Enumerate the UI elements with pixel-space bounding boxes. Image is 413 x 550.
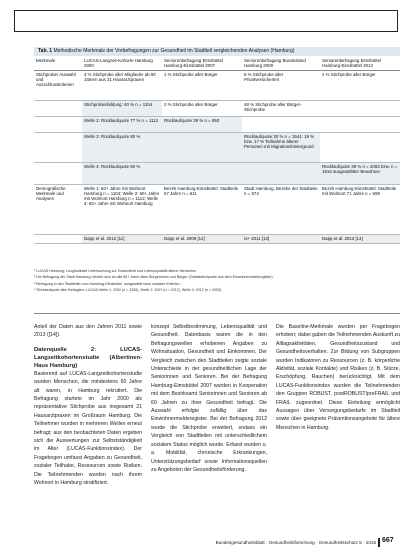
table-cell bbox=[320, 132, 400, 162]
footnote: ⁴ Rücklaufquote aller Befragten: LUCAS-Welle 1: 2000 (n = 3326), Welle 2: 2007 (n = 2012), Welle 4: 2012 (n = 2003). bbox=[34, 287, 223, 292]
footnote: ³ Befragung in den Stadtteilen von Hamburg-Eimsbüttel, ausgewählt nach sozialen Kriterien. bbox=[34, 281, 181, 286]
paragraph: Basierend auf LUCAS-Langzeitkohortenstudie wurden Menschen, die mindestens 60 Jahre alt waren, in Hamburg rekrutiert. Die Befragung startete im Jahr 2000 als repräsentative Stichprobe aus insgesamt 21 Hausarztpraxen im Großraum Hamburg. Die Teilnehmer wurden in mehreren Wellen erneut befragt; aus den beobachteten Daten ergeben sich die Auswertungen zur Selbstständigkeit im Alter (LUCAS-Funktionsindex). Der Fragebogen umfasst Angaben zu Gesundheit, sozialer Teilhabe, Ressourcen sowie Risiken. Die Teilnehmenden wurden nach ihrem Wohnort in Hamburg stratifiziert. bbox=[34, 370, 142, 487]
header-cell: Seniorenbefragung Eimsbüttel Hamburg-Eimsbüttel 2007 bbox=[162, 57, 242, 70]
table-cell bbox=[34, 100, 82, 116]
header-cell: Seniorenbefragung Bundesland Hamburg 2009 bbox=[242, 57, 320, 70]
header-box bbox=[14, 10, 398, 32]
table-cell: Bezirk Hamburg-Eimsbüttel: Stadtteile mit Wohnort 71 Jahre n = 599 bbox=[320, 184, 400, 234]
header-cell: LUCAS-Langzeit-Kohorte Hamburg 2000 bbox=[82, 57, 162, 70]
table-cell bbox=[162, 132, 242, 162]
table-footnotes bbox=[34, 268, 400, 293]
table-cell bbox=[34, 132, 82, 162]
table-cell: 2 % Stichprobe aller Bürger bbox=[162, 100, 242, 116]
reference-cell: Is+ 2011 [13] bbox=[242, 234, 320, 243]
table-cell: Stichprobenbildung: 40 % n = 1104 bbox=[82, 100, 162, 116]
table-cell bbox=[320, 116, 400, 132]
table-row bbox=[34, 184, 400, 234]
table-cell: Rücklaufquote 39 % n = 2003 bzw. n = 1916 ausgewählter Bewohner bbox=[320, 162, 400, 184]
reference-cell: Dapp et al. 2009 [12] bbox=[162, 234, 242, 243]
table-cell: Rücklaufquote 30 % n = 1541: 19 % bzw. 17 % Teilnahme älterer Personen mit Migrationshintergrund bbox=[242, 132, 320, 162]
table-cell bbox=[162, 162, 242, 184]
footnote: ¹ LUCAS Hamburg: Longitudinale Untersuchung zur Gesundheit und Lebensqualität älterer Menschen bbox=[34, 269, 197, 273]
table-row bbox=[34, 100, 400, 116]
table-cell bbox=[242, 162, 320, 184]
table-header-row bbox=[34, 57, 400, 70]
text-column-3 bbox=[276, 323, 400, 432]
table-cell bbox=[320, 100, 400, 116]
table-title bbox=[34, 47, 400, 56]
methods-table bbox=[34, 57, 400, 244]
table-cell: Demografische Merkmale und Analysen bbox=[34, 184, 82, 234]
footnote: ² Die Befragung der Stadt Hamburg richtete sich an alle 60+ Jahre alten Bürgerinnen und Bürger (Zufallsstichprobe aus dem Einwohnermelderegister). bbox=[34, 275, 274, 280]
section-heading: Datenquelle 2: LUCAS-Langzeitkohortenstudie (Albertinen-Haus Hamburg) bbox=[34, 346, 142, 369]
reference-cell: Dapp et al. 2013 [14] bbox=[320, 234, 400, 243]
table-row bbox=[34, 234, 400, 243]
table-cell: 1 % Stichprobe aller Bürger bbox=[320, 70, 400, 100]
table-cell bbox=[242, 116, 320, 132]
reference-cell: Dapp et al. 2012 [11] bbox=[82, 234, 162, 243]
table-cell bbox=[34, 116, 82, 132]
page-number: 667 bbox=[382, 537, 394, 544]
table-cell: Welle 2: Rücklaufquote 77 % n = 1112 bbox=[82, 116, 162, 132]
text-column-1 bbox=[34, 323, 142, 488]
table-cell: Rücklaufquote 39 % n = 950 bbox=[162, 116, 242, 132]
table-number: Tab. 1 bbox=[38, 48, 53, 54]
header-cell: Seniorenbefragung Eimsbüttel Hamburg-Eimsbüttel 2012 bbox=[320, 57, 400, 70]
table-row bbox=[34, 116, 400, 132]
table-caption: Methodische Merkmale der Vorbefragungen zur Gesundheit im Stadtteil vergleichenden Analysen (Hamburg) bbox=[53, 48, 295, 54]
paragraph: Die Baseline-Merkmale wurden per Fragebogen erhoben; dabei gaben die Teilnehmenden Auskunft zu Alltagsaktivitäten, Gesundheitszustand und Gesundheitsverhalten. Zur Bildung von Subgruppen wurden Indikatoren zu Ressourcen (z. B. körperliche Aktivität, soziale Kontakte) und Risiken (z. B. Stürze, Erschöpfung, Rauchen) berücksichtigt. Mit dem LUCAS-Funktionsindex wurden die Teilnehmenden den Gruppen ROBUST, postROBUST/preFRAIL und FRAIL zugeordnet. Diese Einteilung ermöglicht Aussagen über Versorgungsbedarfe im Stadtteil sowie über geeignete Präventionsangebote für ältere Menschen in Hamburg. bbox=[276, 324, 400, 431]
table-row bbox=[34, 70, 400, 100]
header-cell: Merkmale bbox=[34, 57, 82, 70]
journal-footer: Bundesgesundheitsblatt · Gesundheitsforschung · Gesundheitsschutz 5 · 2016 bbox=[215, 540, 376, 545]
table-cell: 1 % Stichprobe aller Bürger bbox=[162, 70, 242, 100]
text-column-2 bbox=[151, 323, 267, 474]
page-divider bbox=[378, 538, 380, 547]
table-cell: 6 % Stichprobe aller Privatversicherten bbox=[242, 70, 320, 100]
table-cell: Stichprobe/ Auswahl und Ausschlusskriterien bbox=[34, 70, 82, 100]
table-cell: Welle 4: Rücklaufquote 90 % bbox=[82, 162, 162, 184]
table-cell: Welle 3: Rücklaufquote 80 % bbox=[82, 132, 162, 162]
table-cell bbox=[34, 234, 82, 243]
table-cell bbox=[34, 162, 82, 184]
divider bbox=[34, 313, 400, 314]
paragraph: Anteil der Daten aus den Jahren 2011 sowie 2013 ([14]). bbox=[34, 324, 142, 339]
table-cell: Bezirk Hamburg-Eimsbüttel: Stadtteile 67 Jahre n = 611 bbox=[162, 184, 242, 234]
table-row bbox=[34, 132, 400, 162]
table-cell: 3 % Stichprobe aller Mitglieder ab 60 Jahren aus 21 Hausarztpraxen bbox=[82, 70, 162, 100]
table-cell: 48 % Stichprobe aller Bürger-Stichprobe bbox=[242, 100, 320, 116]
table-cell: Stadt Hamburg, Bezirke der Stadtteile n = 574 bbox=[242, 184, 320, 234]
table-cell: Welle 1: 60+ Jahre mit Wohnort Hamburg n = 1104; Welle 2: 60+ Jahre mit Wohnort Hamburg n = 1112; Welle 4: 60+ Jahre mit Wohnort Hamburg bbox=[82, 184, 162, 234]
paragraph: konzept Selbstbestimmung, Lebensqualität und Gesundheit. Datenbasis waren die in den Befragungswellen erhobenen Angaben zu Wohnsituation, Gesundheit und Einkommen. Der Vergleich zwischen den Stadtteilen zeigte soziale Unterschiede in der gesundheitlichen Lage der Seniorinnen und Senioren. Bei der Befragung Hamburg-Eimsbüttel 2007 wurden in Kooperation mit dem Bezirksamt Seniorinnen und Senioren ab 60 Jahren zu ihrer Gesundheit befragt. Die Auswahl erfolgte zufällig über das Einwohnermelderegister. Bei der Befragung 2012 wurde die Stichprobe erweitert, sodass ein Vergleich von Stadtteilen mit unterschiedlichem sozialem Status möglich wurde. Erfasst wurden u. a. Mobilität, chronische Erkrankungen, Unterstützungsbedarf sowie Informationsquellen zu Angeboten der Gesundheitsförderung. bbox=[151, 324, 267, 473]
table-row bbox=[34, 162, 400, 184]
